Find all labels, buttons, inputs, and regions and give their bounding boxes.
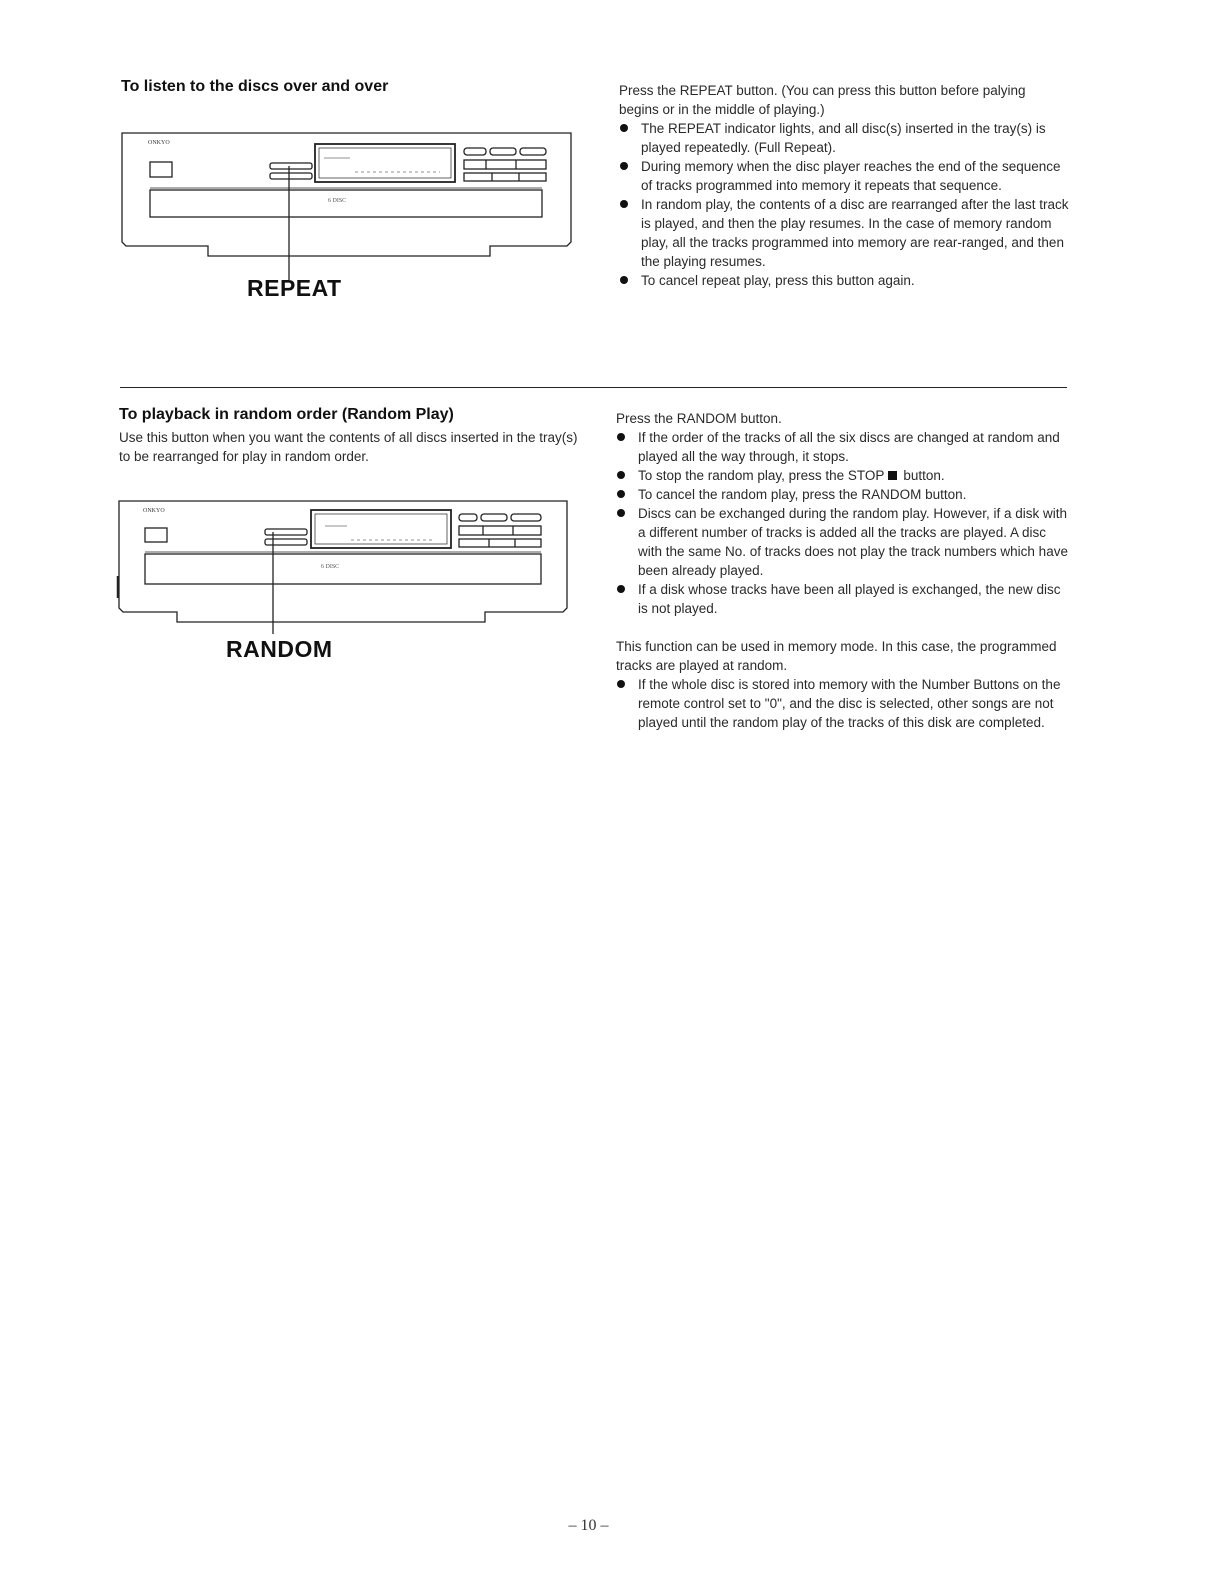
brand-logo: ONKYO (143, 508, 165, 514)
cd-player-illustration-repeat (120, 130, 575, 300)
bullet-text: The REPEAT indicator lights, and all disc(s) inserted in the tray(s) is played repeatedly. (Full Repeat). (641, 121, 1046, 155)
bullet-icon (620, 276, 628, 284)
bullet-text: If the order of the tracks of all the six discs are changed at random and played all the way through, it stops. (638, 430, 1060, 464)
bullet-icon (617, 471, 625, 479)
bullet-text: If the whole disc is stored into memory with the Number Buttons on the remote control set to "0", and the disc is selected, other songs are not played until the random play of the tracks of this disk are completed. (638, 677, 1061, 730)
stop-square-icon (888, 471, 897, 480)
cd-player-illustration-random (115, 498, 570, 648)
disc-label-art: 6 DISC (328, 198, 347, 204)
repeat-intro: Press the REPEAT button. (You can press this button before palying begins or in the middle of playing.) (619, 83, 1026, 117)
list-item (616, 466, 1068, 485)
brand-logo: ONKYO (148, 140, 170, 146)
bullet-icon (620, 124, 628, 132)
bullet-icon (617, 433, 625, 441)
random-instructions (616, 409, 1068, 732)
list-item (616, 675, 1068, 732)
bullet-icon (620, 162, 628, 170)
bullet-icon (617, 585, 625, 593)
bullet-icon (617, 509, 625, 517)
bullet-text: To cancel the random play, press the RANDOM button. (638, 487, 967, 502)
random-section-heading: To playback in random order (Random Play) (119, 406, 454, 423)
page-number: – 10 – (568, 1517, 609, 1534)
cd-player-drawing (120, 130, 575, 300)
bullet-icon (617, 680, 625, 688)
list-item (619, 271, 1069, 290)
list-item (616, 428, 1068, 466)
repeat-instructions (619, 81, 1069, 290)
repeat-callout-label: REPEAT (247, 275, 342, 301)
random-callout-label: RANDOM (226, 636, 333, 662)
memory-bullet-list (616, 675, 1068, 732)
bullet-text: During memory when the disc player reaches the end of the sequence of tracks programmed into memory it repeats that sequence. (641, 159, 1061, 193)
list-item (616, 580, 1068, 618)
section-divider (120, 387, 1067, 388)
list-item (619, 157, 1069, 195)
repeat-bullet-list (619, 119, 1069, 290)
bullet-text: Discs can be exchanged during the random play. However, if a disk with a different number of tracks is added all the tracks are played. A disc with the same No. of tracks does not play the track numbers which have been already played. (638, 506, 1068, 578)
bullet-text: button. (903, 468, 945, 483)
list-item (616, 504, 1068, 580)
random-intro: Press the RANDOM button. (616, 411, 782, 426)
bullet-text: To stop the random play, press the STOP (638, 468, 885, 483)
cd-player-drawing (115, 498, 570, 648)
disc-label-art: 6 DISC (321, 564, 340, 570)
random-bullet-list (616, 428, 1068, 618)
repeat-section-heading: To listen to the discs over and over (121, 78, 389, 95)
bullet-text: To cancel repeat play, press this button again. (641, 273, 915, 288)
random-description: Use this button when you want the contents of all discs inserted in the tray(s) to be rearranged for play in random order. (119, 430, 578, 464)
bullet-icon (617, 490, 625, 498)
bullet-icon (620, 200, 628, 208)
list-item (616, 485, 1068, 504)
list-item (619, 195, 1069, 271)
bullet-text: In random play, the contents of a disc are rearranged after the last track is played, and then the play resumes. In the case of memory random play, all the tracks programmed into memory are rear-ranged, and then the playing resumes. (641, 197, 1069, 269)
bullet-text: If a disk whose tracks have been all played is exchanged, the new disc is not played. (638, 582, 1061, 616)
memory-mode-note: This function can be used in memory mode. In this case, the programmed tracks are played at random. (616, 639, 1057, 673)
list-item (619, 119, 1069, 157)
